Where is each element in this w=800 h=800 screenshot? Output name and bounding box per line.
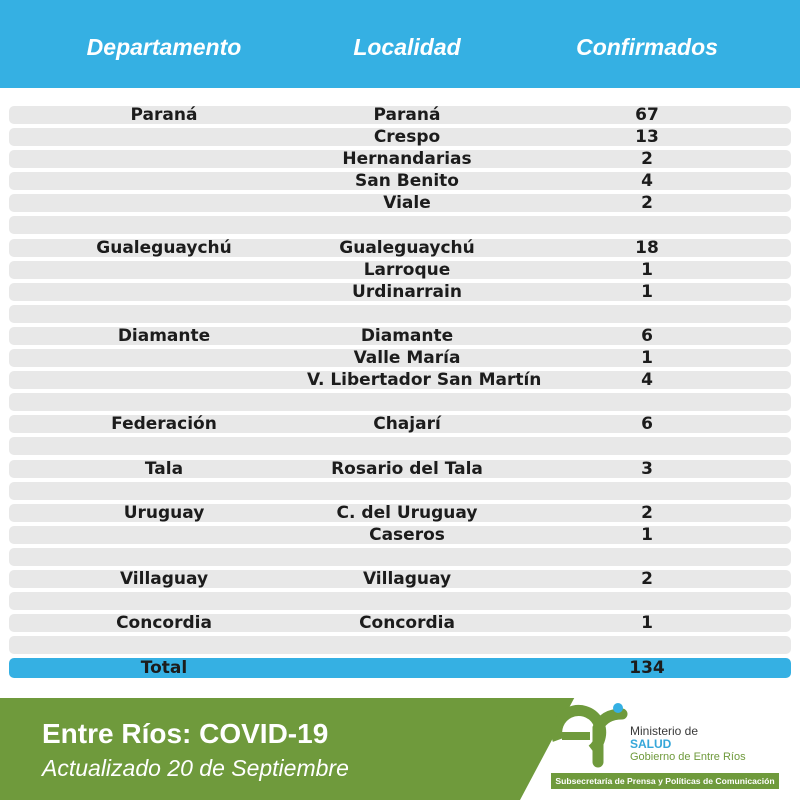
total-value: 134 (629, 658, 665, 678)
table-row (9, 437, 791, 455)
cell-departamento (64, 371, 264, 389)
cell-confirmados: 6 (641, 414, 653, 435)
table-row (9, 106, 791, 124)
cell-confirmados: 1 (641, 259, 653, 280)
cell-localidad (307, 216, 507, 234)
cell-confirmados: 2 (641, 568, 653, 589)
cell-departamento (64, 128, 264, 146)
cell-localidad: Larroque (363, 259, 451, 280)
cell-confirmados (547, 393, 747, 411)
cell-confirmados: 4 (641, 171, 653, 192)
cell-departamento: Villaguay (119, 568, 209, 589)
cell-confirmados: 4 (641, 370, 653, 391)
cell-localidad (307, 636, 507, 654)
cell-departamento (64, 305, 264, 323)
table-row (9, 128, 791, 146)
table-row (9, 415, 791, 433)
cell-departamento: Tala (144, 458, 184, 479)
cell-departamento: Uruguay (123, 502, 205, 523)
cell-departamento (64, 283, 264, 301)
cell-departamento (64, 393, 264, 411)
table-row (9, 172, 791, 190)
cell-confirmados: 1 (641, 348, 653, 369)
cell-departamento (64, 349, 264, 367)
cell-departamento (64, 437, 264, 455)
cell-confirmados: 13 (635, 127, 659, 148)
cell-departamento (64, 526, 264, 544)
ministry-salud: SALUD (630, 737, 672, 751)
cell-departamento (64, 261, 264, 279)
cell-localidad: Villaguay (362, 568, 452, 589)
cases-table (9, 106, 791, 658)
table-row (9, 327, 791, 345)
cell-departamento (64, 172, 264, 190)
footer-title: Entre Ríos: COVID-19 (42, 718, 329, 749)
table-row (9, 371, 791, 389)
cell-localidad (307, 305, 507, 323)
cell-confirmados: 2 (641, 149, 653, 170)
table-row (9, 349, 791, 367)
cell-departamento: Diamante (117, 325, 211, 346)
total-row (9, 658, 791, 678)
cell-departamento: Federación (111, 414, 217, 435)
cell-localidad: Concordia (359, 613, 455, 634)
cell-departamento (64, 216, 264, 234)
table-row (9, 393, 791, 411)
cell-confirmados: 18 (635, 237, 659, 258)
cell-localidad: San Benito (355, 171, 459, 192)
table-row (9, 305, 791, 323)
table-row (9, 261, 791, 279)
table-row (9, 239, 791, 257)
table-row (9, 460, 791, 478)
cell-confirmados: 6 (641, 325, 653, 346)
cell-localidad: Diamante (360, 325, 454, 346)
table-row (9, 150, 791, 168)
cell-confirmados (547, 636, 747, 654)
table-row (9, 216, 791, 234)
cell-localidad: Valle María (353, 348, 461, 369)
cell-localidad (307, 548, 507, 566)
ministry-line1: Ministerio de (630, 724, 699, 738)
cell-confirmados: 3 (641, 458, 653, 479)
table-row (9, 283, 791, 301)
cell-departamento: Paraná (130, 105, 198, 125)
cell-departamento (64, 482, 264, 500)
table-row (9, 636, 791, 654)
cell-localidad (307, 482, 507, 500)
cell-confirmados: 2 (641, 193, 653, 214)
cell-localidad: Viale (383, 193, 431, 214)
table-row (9, 194, 791, 212)
cell-departamento (64, 548, 264, 566)
cell-localidad (307, 592, 507, 610)
cell-localidad: Urdinarrain (352, 281, 462, 302)
cell-confirmados (547, 305, 747, 323)
table-header (0, 0, 800, 88)
cell-confirmados (547, 216, 747, 234)
cell-localidad: Gualeguaychú (339, 237, 475, 258)
cell-confirmados (547, 592, 747, 610)
cell-departamento (64, 636, 264, 654)
header-confirmados: Confirmados (576, 34, 718, 60)
table-row (9, 526, 791, 544)
cell-confirmados: 2 (641, 502, 653, 523)
cell-departamento (64, 194, 264, 212)
table-row (9, 614, 791, 632)
cell-localidad: Hernandarias (342, 149, 472, 170)
table-row (9, 592, 791, 610)
table-row (9, 570, 791, 588)
cell-localidad: Crespo (373, 127, 441, 148)
ministry-text (630, 725, 746, 764)
cell-confirmados: 67 (635, 105, 659, 125)
cell-departamento (64, 592, 264, 610)
cell-confirmados: 1 (641, 524, 653, 545)
cell-localidad (307, 437, 507, 455)
header-departamento: Departamento (86, 34, 242, 60)
cell-localidad: Caseros (369, 524, 445, 545)
cell-localidad: C. del Uruguay (336, 502, 478, 523)
table-row (9, 482, 791, 500)
header-localidad: Localidad (353, 34, 461, 60)
er-logo-icon (548, 700, 628, 770)
table-row (9, 504, 791, 522)
press-band: Subsecretaría de Prensa y Políticas de Comunicación (551, 773, 779, 789)
cell-localidad: Paraná (373, 105, 441, 125)
cell-localidad: Chajarí (373, 414, 441, 435)
cell-localidad: Rosario del Tala (331, 458, 483, 479)
cell-localidad: V. Libertador San Martín (307, 370, 542, 391)
cell-departamento (64, 150, 264, 168)
cell-confirmados (547, 548, 747, 566)
cell-confirmados (547, 482, 747, 500)
total-label: Total (140, 658, 188, 678)
ministry-gobierno: Gobierno de Entre Ríos (630, 751, 746, 763)
cell-confirmados: 1 (641, 281, 653, 302)
cell-confirmados: 1 (641, 613, 653, 634)
cell-departamento: Concordia (116, 613, 212, 634)
cell-confirmados (547, 437, 747, 455)
footer-subtitle: Actualizado 20 de Septiembre (42, 755, 349, 781)
cell-localidad (307, 393, 507, 411)
cell-departamento: Gualeguaychú (96, 237, 232, 258)
table-row (9, 548, 791, 566)
